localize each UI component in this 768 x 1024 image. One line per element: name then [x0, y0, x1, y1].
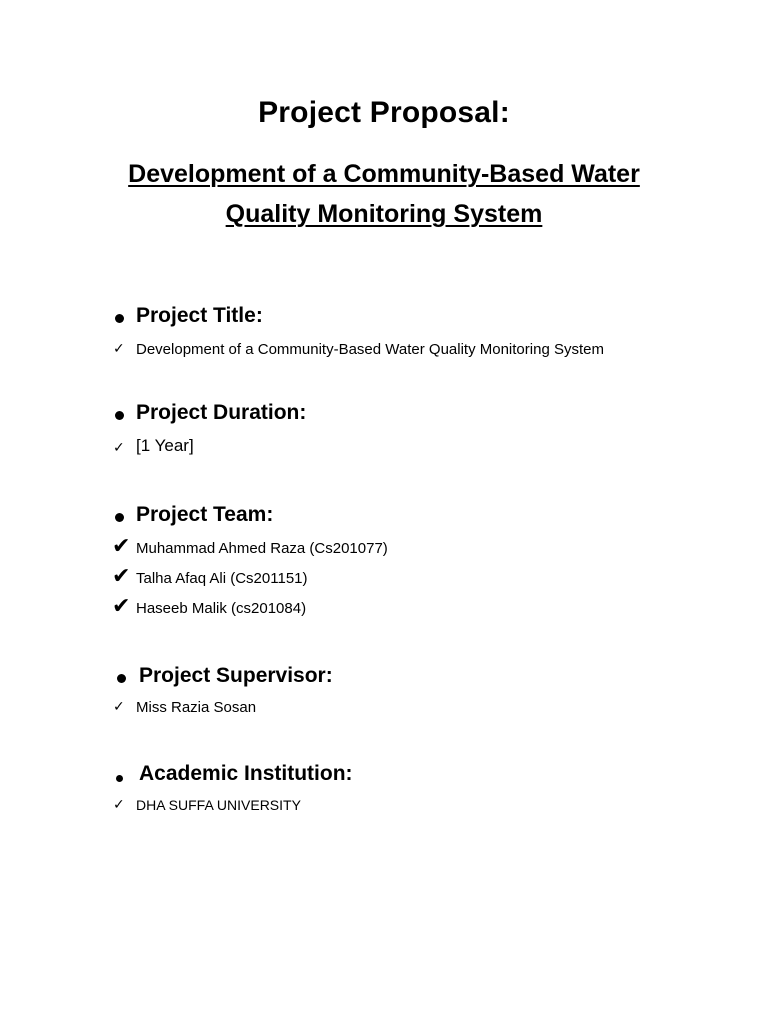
- subtitle-line-1: Development of a Community-Based Water: [128, 160, 640, 188]
- section-heading: Project Supervisor:: [139, 664, 333, 687]
- checkmark-icon: ✔: [112, 534, 131, 559]
- checkmark-icon: ✔: [112, 564, 131, 589]
- section-project-title: [0, 304, 768, 366]
- section-project-team: [0, 503, 768, 625]
- list-item: [1 Year]: [136, 436, 194, 455]
- section-heading: Academic Institution:: [139, 762, 353, 785]
- section-academic-institution: [0, 762, 768, 822]
- checkmark-icon: ✔: [112, 594, 131, 619]
- subtitle-line-2: Quality Monitoring System: [225, 200, 543, 228]
- section-heading: Project Title:: [136, 304, 263, 327]
- list-item: Development of a Community-Based Water Quality Monitoring System: [136, 341, 604, 358]
- list-item: Haseeb Malik (cs201084): [136, 600, 307, 617]
- page-subtitle: [104, 154, 664, 234]
- checkmark-icon: ✓: [113, 341, 125, 357]
- list-item: Miss Razia Sosan: [136, 699, 257, 716]
- list-item: Muhammad Ahmed Raza (Cs201077): [136, 540, 388, 557]
- bullet-icon: [115, 513, 124, 522]
- checkmark-icon: ✓: [113, 699, 125, 715]
- checkmark-icon: ✓: [113, 440, 125, 456]
- checkmark-icon: ✓: [113, 797, 125, 813]
- section-project-duration: [0, 401, 768, 463]
- section-heading: Project Duration:: [136, 401, 307, 424]
- section-project-supervisor: [0, 664, 768, 724]
- bullet-icon: [115, 314, 124, 323]
- bullet-icon: [115, 411, 124, 420]
- page-title: Project Proposal:: [258, 96, 510, 129]
- bullet-icon: [116, 775, 123, 782]
- list-item: DHA SUFFA UNIVERSITY: [136, 797, 301, 813]
- section-heading: Project Team:: [136, 503, 274, 526]
- list-item: Talha Afaq Ali (Cs201151): [136, 570, 308, 587]
- bullet-icon: [117, 674, 126, 683]
